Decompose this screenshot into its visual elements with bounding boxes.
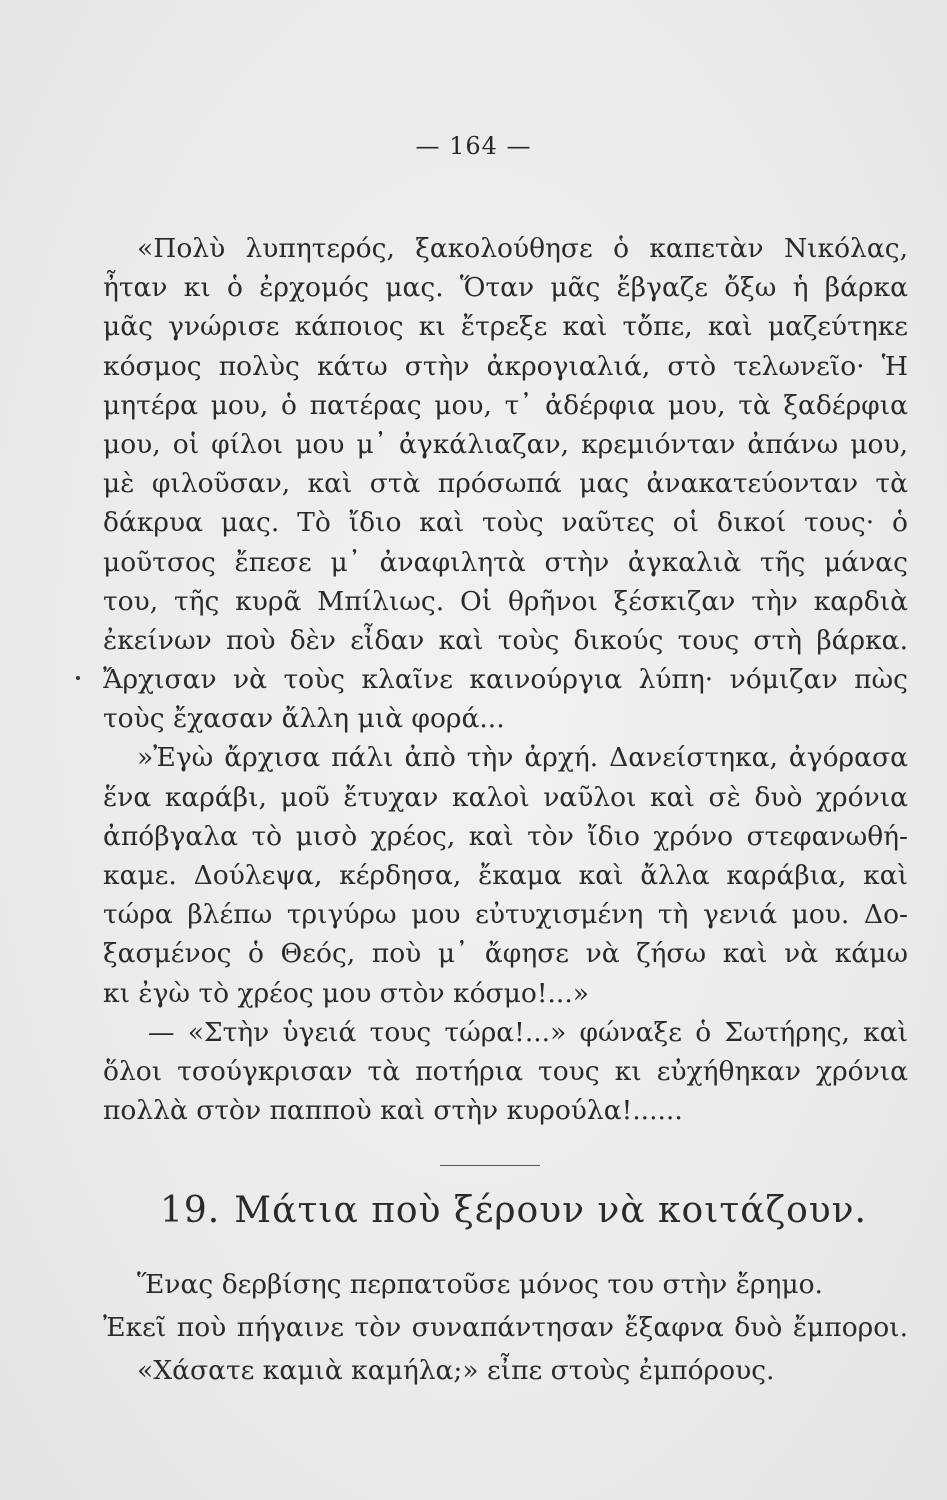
- text-line: κόσμος πολὺς κάτω στὴν ἀκρογιαλιά, στὸ τελωνεῖο· Ἡ: [103, 350, 908, 382]
- text-line: «Πολὺ λυπητερός, ξακολούθησε ὁ καπετὰν Νικόλας,: [137, 233, 908, 264]
- text-line: μὲ φιλοῦσαν, καὶ στὰ πρόσωπά μας ἀνακατεύονταν τὰ: [103, 468, 908, 500]
- text-line: Ἄρχισαν νὰ τοὺς κλαῖνε καινούργια λύπη· νόμιζαν πὼς: [103, 664, 908, 696]
- body-text: [103, 229, 908, 1130]
- text-line: Ἐκεῖ ποὺ πήγαινε τὸν συναπάντησαν ἔξαφνα δυὸ ἔμποροι.: [103, 1312, 908, 1343]
- text-line: ἀπόβγαλα τὸ μισὸ χρέος, καὶ τὸν ἴδιο χρόνο στεφανωθή-: [103, 820, 908, 852]
- text-line: τοὺς ἔχασαν ἄλλη μιὰ φορά...: [103, 703, 505, 735]
- margin-mark: [76, 676, 80, 680]
- page-number: — 164 —: [415, 132, 532, 160]
- text-line: καμε. Δούλεψα, κέρδησα, ἔκαμα καὶ ἄλλα καράβια, καὶ: [103, 860, 908, 891]
- text-line: τώρα βλέπω τριγύρω μου εὐτυχισμένη τὴ γενιά μου. Δο-: [103, 899, 908, 931]
- text-line: ἕνα καράβι, μοῦ ἔτυχαν καλοὶ ναῦλοι καὶ σὲ δυὸ χρόνια: [103, 781, 908, 813]
- section-title: Μάτια ποὺ ξέρουν νὰ κοιτάζουν.: [234, 1190, 867, 1231]
- text-line: κι ἐγὼ τὸ χρέος μου στὸν κόσμο!...»: [103, 977, 589, 1009]
- text-line: του, τῆς κυρᾶ Μπίλιως. Οἱ θρῆνοι ξέσκιζαν τὴν καρδιὰ: [103, 585, 908, 617]
- text-line: ἦταν κι ὁ ἐρχομός μας. Ὅταν μᾶς ἔβγαζε ὄξω ἡ βάρκα: [103, 272, 908, 304]
- text-line: μοῦτσος ἔπεσε μ᾽ ἀναφιλητὰ στὴν ἀγκαλιὰ τῆς μάνας: [103, 546, 908, 578]
- text-line: »Ἐγὼ ἄρχισα πάλι ἀπὸ τὴν ἀρχή. Δανείστηκα, ἀγόρασα: [137, 742, 908, 774]
- section-heading: [160, 1190, 867, 1231]
- text-line: ἐκείνων ποὺ δὲν εἶδαν καὶ τοὺς δικούς τους στὴ βάρκα.: [103, 624, 908, 656]
- text-line: «Χάσατε καμιὰ καμήλα;» εἶπε στοὺς ἐμπόρους.: [137, 1355, 775, 1386]
- text-line: Ἕνας δερβίσης περπατοῦσε μόνος του στὴν ἔρημο.: [137, 1269, 823, 1300]
- text-line: ξασμένος ὁ Θεός, ποὺ μ᾽ ἄφησε νὰ ζήσω καὶ νὰ κάμω: [103, 938, 908, 970]
- section-number: 19.: [160, 1190, 221, 1231]
- text-line: πολλὰ στὸν παπποὺ καὶ στὴν κυρούλα!......: [103, 1095, 683, 1127]
- text-line: ὅλοι τσούγκρισαν τὰ ποτήρια τους κι εὐχήθηκαν χρόνια: [103, 1055, 908, 1087]
- text-line: δάκρυα μας. Τὸ ἴδιο καὶ τοὺς ναῦτες οἱ δικοί τους· ὁ: [103, 507, 908, 539]
- section-text: [103, 1263, 908, 1392]
- text-line: μου, οἱ φίλοι μου μ᾽ ἀγκάλιαζαν, κρεμιόνταν ἀπάνω μου,: [103, 428, 908, 460]
- text-line: μᾶς γνώρισε κάποιος κι ἔτρεξε καὶ τὄπε, καὶ μαζεύτηκε: [103, 311, 908, 343]
- text-line: μητέρα μου, ὁ πατέρας μου, τ᾽ ἀδέρφια μου, τὰ ξαδέρφια: [103, 389, 908, 421]
- text-line: — «Στὴν ὑγειά τους τώρα!...» φώναξε ὁ Σωτήρης, καὶ: [148, 1016, 908, 1048]
- section-divider: [440, 1165, 540, 1166]
